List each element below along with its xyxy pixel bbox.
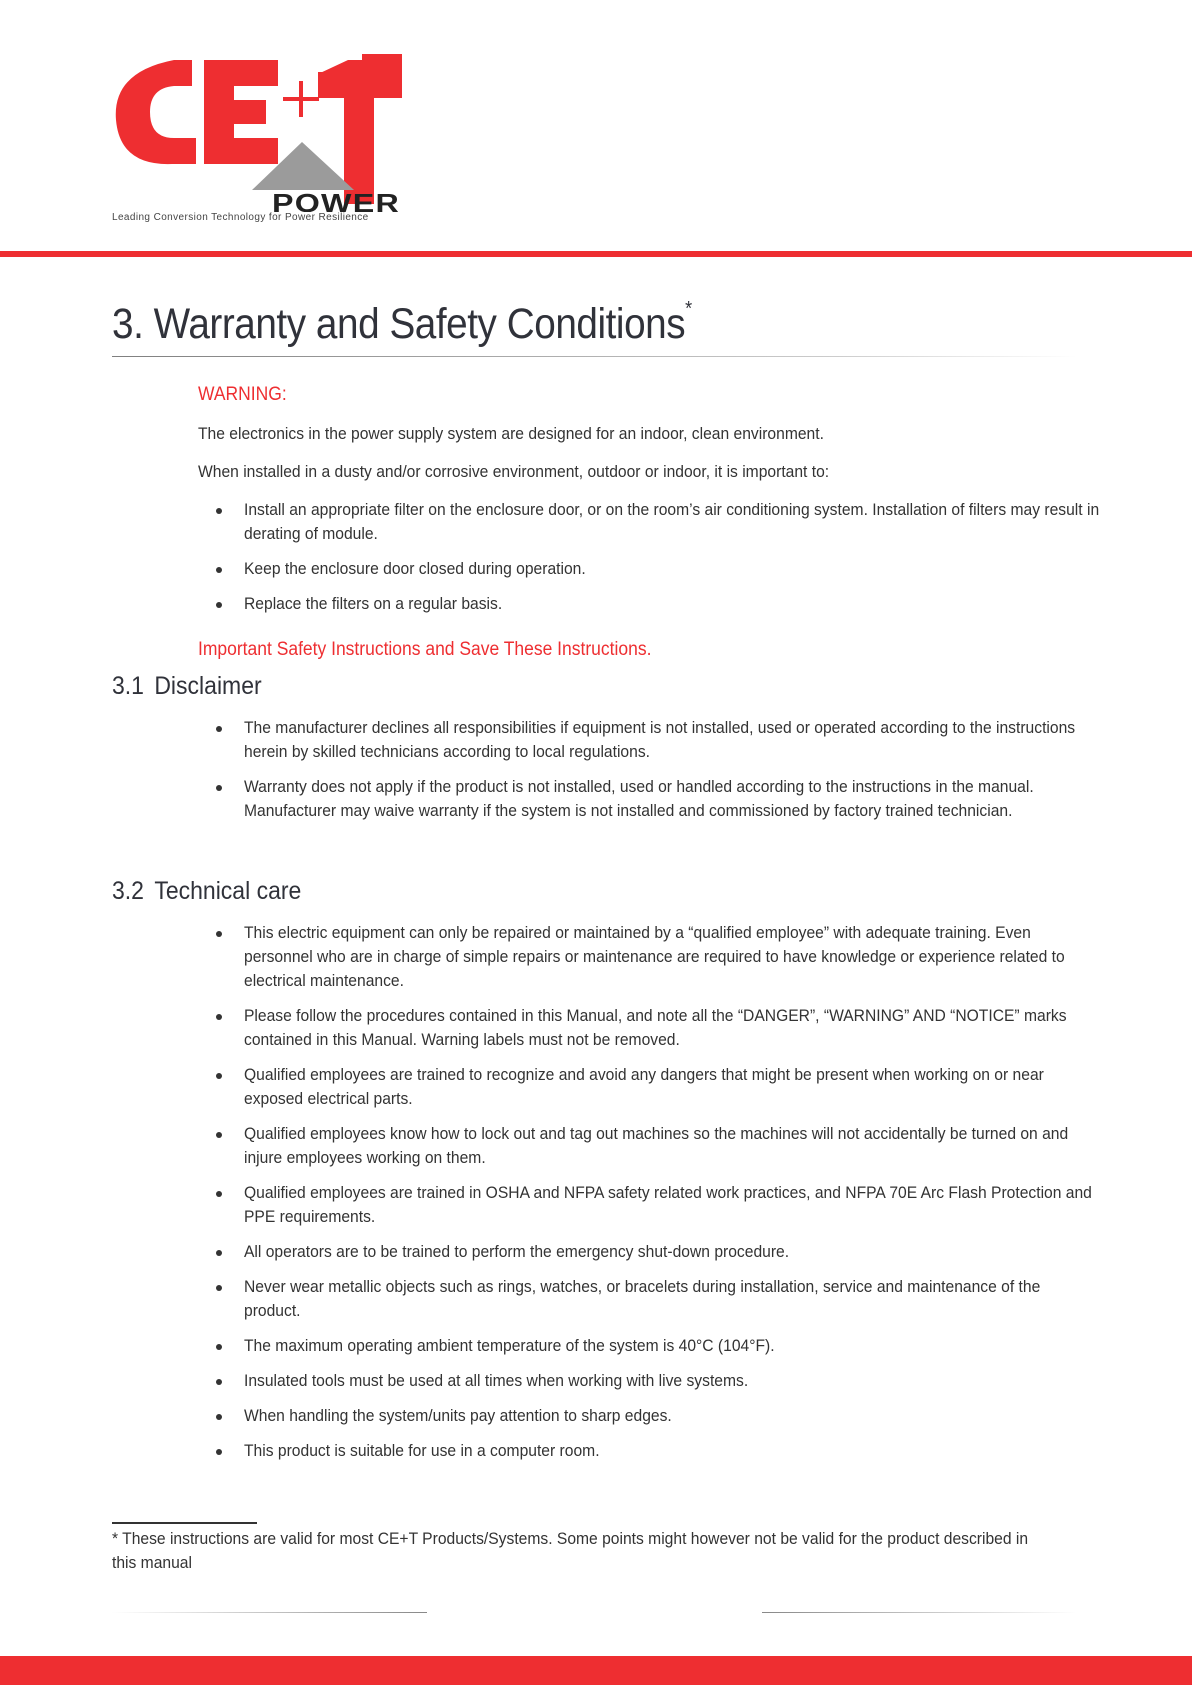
warning-paragraph-1: The electronics in the power supply system are designed for an indoor, clean environment. — [198, 424, 824, 443]
page-title — [112, 300, 692, 349]
section-number: 3.1 — [112, 672, 144, 700]
list-item — [216, 592, 1086, 627]
section-number: 3.2 — [112, 877, 144, 905]
logo-tagline: Leading Conversion Technology for Power Resilience — [112, 212, 369, 223]
bullet-dot — [216, 508, 222, 514]
bullet-dot — [216, 726, 222, 732]
bullet-dot — [216, 1250, 222, 1256]
list-item — [216, 1439, 1086, 1474]
bullet-dot — [216, 1132, 222, 1138]
bullet-dot — [216, 1191, 222, 1197]
list-item — [216, 1275, 1086, 1334]
bullet-dot — [216, 1285, 222, 1291]
list-item — [216, 1063, 1086, 1122]
header-rule — [0, 251, 1192, 257]
bullet-dot — [216, 785, 222, 791]
list-item — [216, 1334, 1086, 1369]
technical-care-bullet-list — [216, 921, 1092, 1474]
list-item-text: This electric equipment can only be repaired or maintained by a “qualified employee” with adequate training. Even personnel who are in charge of simple repairs or maintenance are required to have knowledge or experience related to electrical maintenance. — [244, 923, 1065, 990]
list-item — [216, 1122, 1086, 1181]
list-item-text: Install an appropriate filter on the enclosure door, or on the room’s air conditioning system. Installation of filters may result in derating of module. — [244, 500, 1100, 543]
list-item-text: Warranty does not apply if the product is not installed, used or handled according to the instructions in the manual. Manufacturer may waive warranty if the system is not installed and commissioned by factory trained technician. — [244, 777, 1034, 820]
footer-band — [0, 1656, 1192, 1685]
bullet-dot — [216, 602, 222, 608]
bullet-dot — [216, 1014, 222, 1020]
list-item-text: This product is suitable for use in a computer room. — [244, 1441, 600, 1460]
section-heading-disclaimer — [112, 672, 262, 701]
footnote: * These instructions are valid for most CE+T Products/Systems. Some points might however not be valid for the product described in this manual — [112, 1529, 1029, 1572]
list-item-text: Qualified employees are trained to recognize and avoid any dangers that might be present when working on or near exposed electrical parts. — [244, 1065, 1044, 1108]
footer-line-right — [762, 1612, 1077, 1613]
bullet-dot — [216, 931, 222, 937]
list-item — [216, 775, 1086, 858]
bullet-dot — [216, 1449, 222, 1455]
list-item — [216, 1181, 1092, 1240]
list-item — [216, 498, 1100, 557]
logo-power-text: POWER — [272, 188, 400, 212]
bullet-dot — [216, 1073, 222, 1079]
list-item-text: Qualified employees are trained in OSHA and NFPA safety related work practices, and NFPA 70E Arc Flash Protection and PPE requirements. — [244, 1183, 1092, 1226]
page-title-text: 3. Warranty and Safety Conditions — [112, 300, 686, 348]
bullet-dot — [216, 567, 222, 573]
list-item-text: When handling the system/units pay attention to sharp edges. — [244, 1406, 672, 1425]
list-item-text: Qualified employees know how to lock out and tag out machines so the machines will not accidentally be turned on and injure employees working on them. — [244, 1124, 1069, 1167]
list-item-text: Never wear metallic objects such as rings, watches, or bracelets during installation, service and maintenance of the product. — [244, 1277, 1041, 1320]
section-title: Technical care — [154, 877, 302, 905]
footnote-rule — [112, 1522, 257, 1524]
list-item-text: Replace the filters on a regular basis. — [244, 594, 503, 613]
list-item-text: Keep the enclosure door closed during operation. — [244, 559, 586, 578]
ce-t-power-logo-graphic — [112, 54, 402, 212]
list-item — [216, 1004, 1086, 1063]
footer-line-left — [112, 1612, 427, 1613]
list-item — [216, 1240, 1086, 1275]
list-item — [216, 557, 1086, 592]
important-instructions: Important Safety Instructions and Save These Instructions. — [198, 639, 652, 660]
title-rule — [112, 356, 1077, 357]
section-heading-technical-care — [112, 877, 301, 906]
list-item — [216, 1369, 1086, 1404]
list-item-text: The manufacturer declines all responsibilities if equipment is not installed, used or operated according to the instructions herein by skilled technicians according to local regulations. — [244, 718, 1076, 761]
company-logo — [112, 54, 402, 226]
disclaimer-bullet-list — [216, 716, 1086, 858]
list-item — [216, 716, 1086, 775]
bullet-dot — [216, 1379, 222, 1385]
list-item-text: All operators are to be trained to perform the emergency shut-down procedure. — [244, 1242, 790, 1261]
warning-bullet-list — [216, 498, 1100, 627]
bullet-dot — [216, 1414, 222, 1420]
list-item-text: Please follow the procedures contained in this Manual, and note all the “DANGER”, “WARNING” AND “NOTICE” marks contained in this Manual. Warning labels must not be removed. — [244, 1006, 1067, 1049]
list-item-text: Insulated tools must be used at all times when working with live systems. — [244, 1371, 749, 1390]
warning-paragraph-2: When installed in a dusty and/or corrosive environment, outdoor or indoor, it is important to: — [198, 462, 830, 481]
bullet-dot — [216, 1344, 222, 1350]
footnote-mark: * — [685, 298, 692, 320]
section-title: Disclaimer — [154, 672, 262, 700]
warning-label: WARNING: — [198, 384, 287, 405]
list-item — [216, 1404, 1086, 1439]
list-item-text: The maximum operating ambient temperature of the system is 40°C (104°F). — [244, 1336, 775, 1355]
list-item — [216, 921, 1086, 1004]
